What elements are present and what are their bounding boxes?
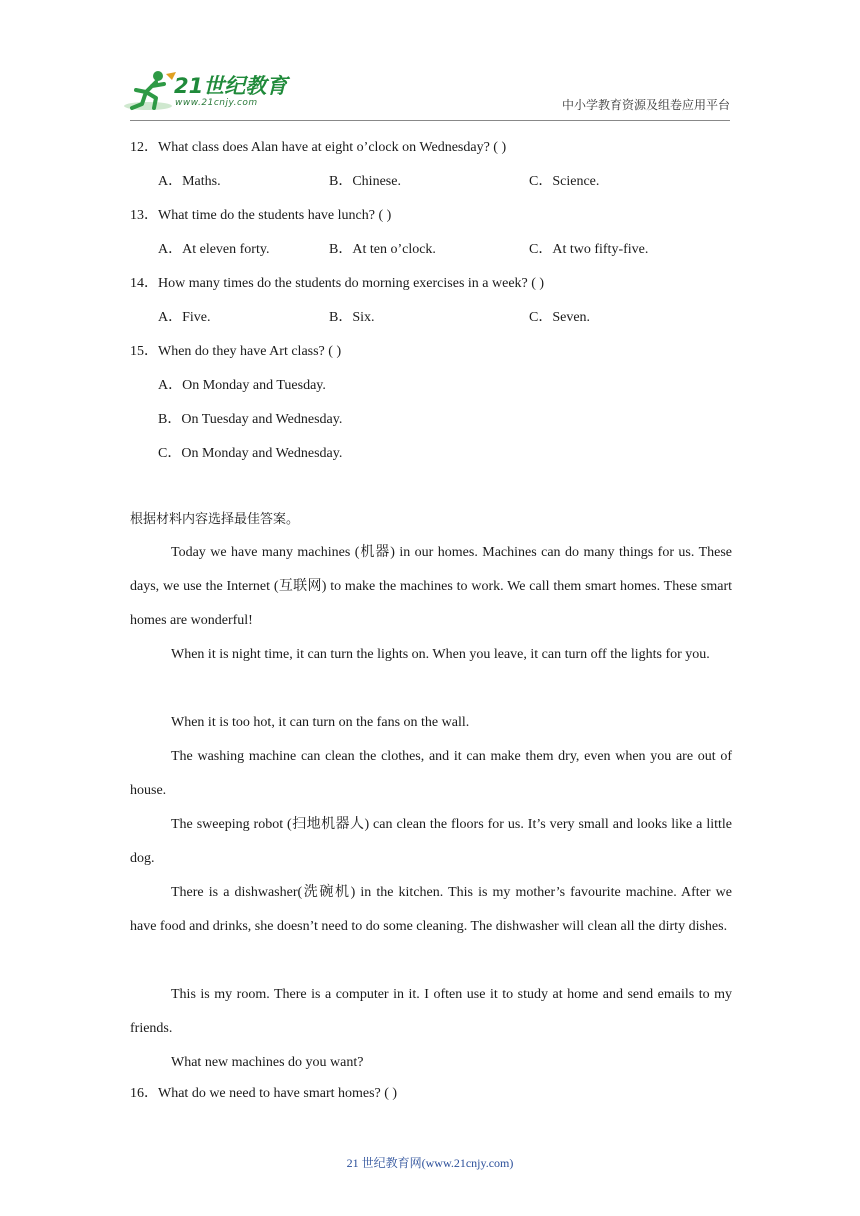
page-header xyxy=(0,0,860,120)
question-14-option-b: B．Six. xyxy=(329,310,375,325)
logo-url: www.21cnjy.com xyxy=(175,98,258,108)
question-13-option-a: A．At eleven forty. xyxy=(158,242,270,257)
question-15-option-a: A．On Monday and Tuesday. xyxy=(158,378,326,393)
question-14-option-a: A．Five. xyxy=(158,310,211,325)
question-13-option-c: C．At two fifty-five. xyxy=(529,242,649,257)
passage-paragraph-8: What new machines do you want? xyxy=(171,1055,364,1070)
passage-paragraph-7: This is my room. There is a computer in it. I often use it to study at home and send emails to my friends. xyxy=(130,987,732,1036)
passage-paragraph-1: Today we have many machines (机器) in our homes. Machines can do many things for us. These days, we use the Internet (互联网) to make the machines to work. We call them smart homes. These smart homes are wonderful! xyxy=(130,545,732,628)
site-logo xyxy=(122,68,292,116)
passage-paragraph-5: The sweeping robot (扫地机器人) can clean the floors for us. It’s very small and looks like a little dog. xyxy=(130,817,732,866)
question-13-option-b: B．At ten o’clock. xyxy=(329,242,436,257)
question-15-option-c: C．On Monday and Wednesday. xyxy=(158,446,343,461)
header-tagline: 中小学教育资源及组卷应用平台 xyxy=(561,98,730,112)
question-12-stem: 12．What class does Alan have at eight o’clock on Wednesday? ( ) xyxy=(130,140,507,155)
question-13-stem: 13．What time do the students have lunch? ( ) xyxy=(130,208,392,223)
section-instruction: 根据材料内容选择最佳答案。 xyxy=(130,512,300,527)
running-man-icon xyxy=(122,70,178,114)
question-14-option-c: C．Seven. xyxy=(529,310,591,325)
logo-text: 21世纪教育 xyxy=(174,74,288,98)
question-12-option-a: A．Maths. xyxy=(158,174,221,189)
question-12-option-c: C．Science. xyxy=(529,174,600,189)
question-14-stem: 14．How many times do the students do morning exercises in a week? ( ) xyxy=(130,276,545,291)
page-footer: 21 世纪教育网(www.21cnjy.com) xyxy=(346,1156,514,1170)
passage-paragraph-6: There is a dishwasher(洗碗机) in the kitchen. This is my mother’s favourite machine. After we have food and drinks, she doesn’t need to do some cleaning. The dishwasher will clean all the dirty dishes. xyxy=(130,885,732,934)
passage-paragraph-4: The washing machine can clean the clothes, and it can make them dry, even when you are out of house. xyxy=(130,749,732,798)
question-16-stem: 16．What do we need to have smart homes? ( ) xyxy=(130,1086,398,1101)
question-15-option-b: B．On Tuesday and Wednesday. xyxy=(158,412,343,427)
question-15-stem: 15．When do they have Art class? ( ) xyxy=(130,344,342,359)
passage-paragraph-2: When it is night time, it can turn the lights on. When you leave, it can turn off the lights for you. xyxy=(171,647,710,662)
passage-paragraph-3: When it is too hot, it can turn on the fans on the wall. xyxy=(171,715,470,730)
question-12-option-b: B．Chinese. xyxy=(329,174,401,189)
header-divider xyxy=(130,120,730,121)
